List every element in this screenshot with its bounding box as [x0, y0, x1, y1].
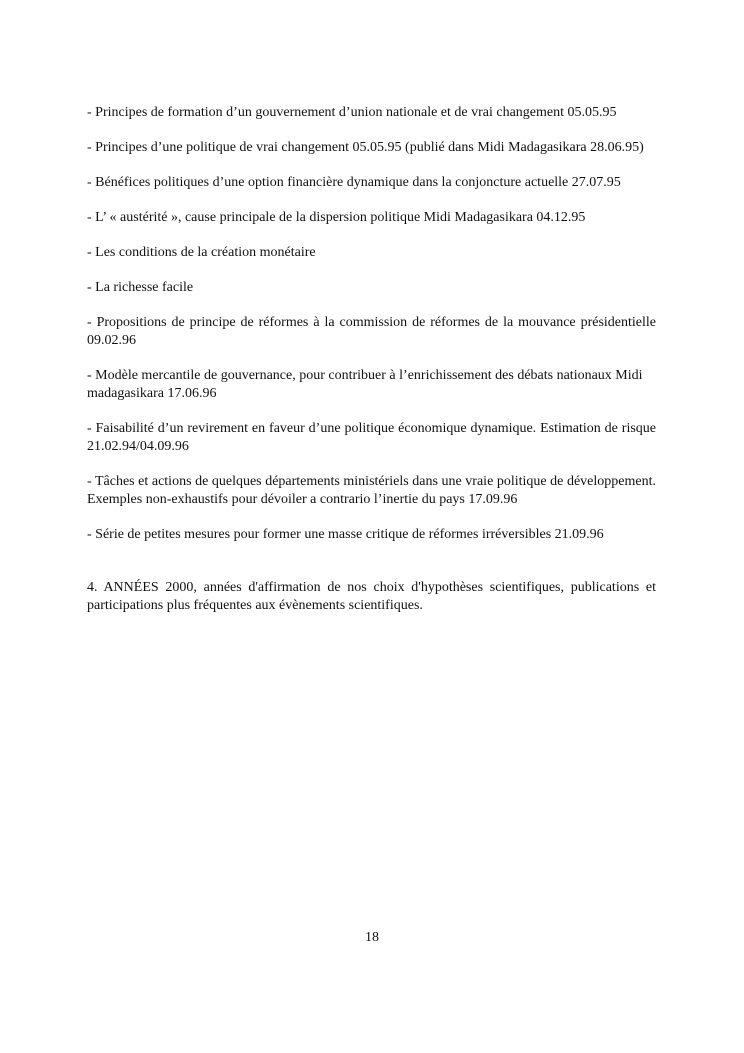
section-heading: 4. ANNÉES 2000, années d'affirmation de nos choix d'hypothèses scientifiques, publications et participations plus fréquentes aux évènements scientifiques. — [87, 580, 656, 613]
list-entry: - Tâches et actions de quelques départements ministériels dans une vraie politique de développement. Exemples non-exhaustifs pour dévoiler a contrario l’inertie du pays 17.09.96 — [87, 474, 656, 507]
list-entry: - Faisabilité d’un revirement en faveur d’une politique économique dynamique. Estimation de risque 21.02.94/04.09.96 — [87, 421, 656, 454]
list-entry: - Les conditions de la création monétaire — [87, 245, 316, 260]
list-entry: - Principes de formation d’un gouvernement d’union nationale et de vrai changement 05.05.95 — [87, 105, 617, 120]
list-entry: - Propositions de principe de réformes à la commission de réformes de la mouvance présidentielle 09.02.96 — [87, 315, 656, 348]
list-entry: - Principes d’une politique de vrai changement 05.05.95 (publié dans Midi Madagasikara 28.06.95) — [87, 140, 644, 155]
page-number: 18 — [365, 930, 379, 945]
list-entry: - Série de petites mesures pour former une masse critique de réformes irréversibles 21.09.96 — [87, 527, 604, 542]
list-entry: - L’ « austérité », cause principale de la dispersion politique Midi Madagasikara 04.12.95 — [87, 210, 586, 225]
list-entry: - Modèle mercantile de gouvernance, pour contribuer à l’enrichissement des débats nationaux Midi madagasikara 17.06.96 — [87, 368, 643, 401]
list-entry: - La richesse facile — [87, 280, 194, 295]
page-content — [87, 104, 656, 615]
list-entry: - Bénéfices politiques d’une option financière dynamique dans la conjoncture actuelle 27.07.95 — [87, 175, 621, 190]
